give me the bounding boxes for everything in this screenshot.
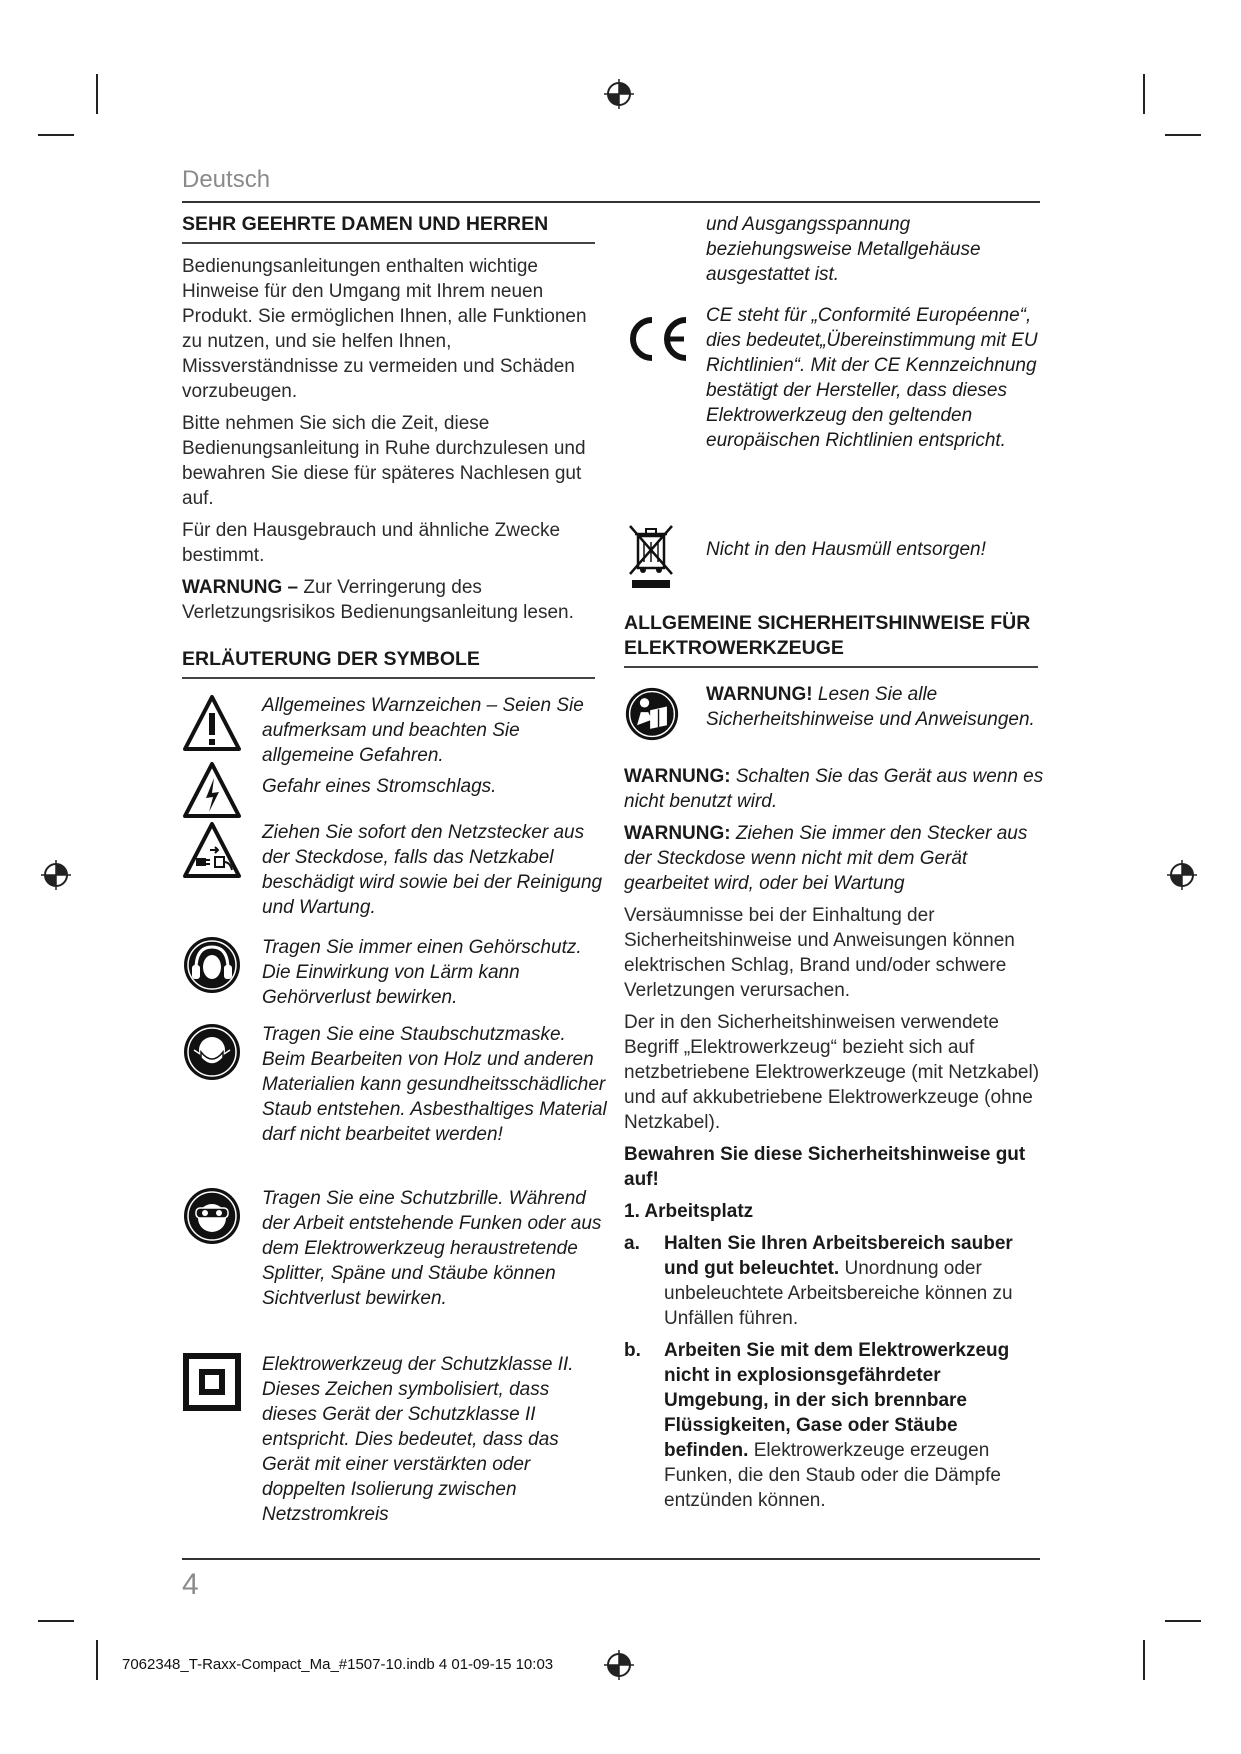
list-item [624, 1231, 1044, 1331]
symbol-description: Allgemeines Warnzeichen – Seien Sie aufmerksam und beachten Sie allgemeine Gefahren. [262, 695, 584, 766]
list-item-bold: Halten Sie Ihren Arbeitsbereich sauber und gut beleuchtet. [664, 1233, 1013, 1279]
section-language-label: Deutsch [182, 166, 271, 193]
list-item-bold: Arbeiten Sie mit dem Elektrowerkzeug nicht in explosionsgefährdeter Umgebung, in der sich brennbare Flüssigkeiten, Gase oder Stäube befinden. [664, 1340, 1010, 1461]
warning-text: Ziehen Sie immer den Stecker aus der Steckdose wenn nicht mit dem Gerät gearbeitet wird, oder bei Wartung [624, 823, 1028, 894]
read-manual-warning [706, 682, 1040, 732]
registration-mark-icon [1167, 860, 1197, 890]
warning-label: WARNUNG – [182, 577, 299, 598]
intro-heading: SEHR GEEHRTE DAMEN UND HERREN [182, 212, 595, 244]
warning-paragraph [624, 764, 1044, 814]
list-item-text: Unordnung oder unbeleuchtete Arbeitsbereiche können zu Unfällen führen. [664, 1258, 1013, 1329]
crop-mark [38, 134, 74, 136]
crossed-out-bin-icon [626, 522, 676, 592]
ce-description: CE steht für „Conformité Européenne“, dies bedeutet„Übereinstimmung mit EU Richtlinien“. Mit der CE Kennzeichnung bestätigt der Hersteller, dass dieses Elektrowerkzeug den geltenden europäischen Richtlinien entspricht. [706, 305, 1038, 451]
symbol-description: Tragen Sie immer einen Gehörschutz. Die Einwirkung von Lärm kann Gehörverlust bewirken. [262, 937, 582, 1008]
symbols-list [182, 0, 607, 1754]
electric-shock-icon [182, 760, 242, 820]
list-item [624, 1338, 1044, 1513]
dust-mask-icon [182, 1022, 242, 1082]
symbol-description: Tragen Sie eine Staubschutzmaske. Beim Bearbeiten von Holz und anderen Materialien kann gesundheitsschädlicher Staub entstehen. Asbesthaltiges Material darf nicht bearbeitet werden! [262, 1024, 607, 1145]
crop-mark [1143, 74, 1145, 114]
unplug-icon [182, 820, 242, 880]
continuation-text: und Ausgangsspannung beziehungsweise Metallgehäuse ausgestattet ist. [706, 214, 981, 285]
list-item-text: Elektrowerkzeuge erzeugen Funken, die den Staub oder die Dämpfe entzünden können. [664, 1440, 1001, 1511]
intro-paragraph: Bedienungsanleitungen enthalten wichtige Hinweise für den Umgang mit Ihrem neuen Produkt. Sie ermöglichen Ihnen, alle Funktionen zu nutzen, und sie helfen Ihnen, Missverständnisse zu vermeiden und Schäden vorzubeugen. [182, 256, 587, 402]
section-title: 1. Arbeitsplatz [624, 1201, 754, 1222]
read-manual-icon [624, 686, 680, 742]
warning-paragraph [624, 821, 1044, 896]
right-column-body [624, 764, 1044, 1520]
keep-instructions: Bewahren Sie diese Sicherheitshinweise gut auf! [624, 1144, 1026, 1190]
list-marker: a. [624, 1233, 640, 1254]
symbol-description: Tragen Sie eine Schutzbrille. Während der Arbeit entstehende Funken oder aus dem Elektrowerkzeug heraustretende Splitter, Späne und Stäube können Sichtverlust bewirken. [262, 1188, 602, 1309]
list-marker: b. [624, 1340, 641, 1361]
registration-mark-icon [41, 860, 71, 890]
right-column [624, 611, 1038, 678]
registration-mark-icon [604, 79, 634, 109]
symbol-description: Elektrowerkzeug der Schutzklasse II. Dieses Zeichen symbolisiert, dass dieses Gerät der Schutzklasse II entspricht. Dies bedeutet, dass das Gerät mit einer verstärkten oder doppelten Isolierung zwischen Netzstromkreis [262, 1354, 574, 1525]
crop-mark [1165, 134, 1201, 136]
ce-mark-icon [622, 314, 692, 364]
warning-text: Lesen Sie alle Sicherheitshinweise und Anweisungen. [706, 684, 1035, 730]
ear-protection-icon [182, 935, 242, 995]
crop-mark [96, 1640, 98, 1680]
footer-divider [182, 1558, 1040, 1560]
disposal-text: Nicht in den Hausmüll entsorgen! [706, 539, 986, 560]
warning-text: Zur Verringerung des Verletzungsrisikos Bedienungsanleitung lesen. [182, 577, 574, 623]
crop-mark [1143, 1640, 1145, 1680]
warning-label: WARNUNG: [624, 823, 731, 844]
warning-label: WARNUNG: [624, 766, 731, 787]
print-info: 7062348_T-Raxx-Compact_Ma_#1507-10.indb 4 01-09-15 10:03 [122, 1656, 554, 1673]
crop-mark [96, 74, 98, 114]
warning-text: Schalten Sie das Gerät aus wenn es nicht benutzt wird. [624, 766, 1044, 812]
symbol-description: Ziehen Sie sofort den Netzstecker aus der Steckdose, falls das Netzkabel beschädigt wird sowie bei der Reinigung und Wartung. [262, 822, 603, 918]
body-paragraph: Der in den Sicherheitshinweisen verwendete Begriff „Elektrowerkzeug“ bezieht sich auf netzbetriebene Elektrowerkzeuge (mit Netzkabel) und auf akkubetriebene Elektrowerkzeuge (ohne Netzkabel). [624, 1012, 1040, 1133]
intro-paragraph: Bitte nehmen Sie sich die Zeit, diese Bedienungsanleitung in Ruhe durchzulesen und bewahren Sie diese für späteres Nachlesen gut auf. [182, 413, 586, 509]
crop-mark [1165, 1620, 1201, 1622]
symbols-heading: ERLÄUTERUNG DER SYMBOLE [182, 647, 595, 679]
class-ii-icon [182, 1352, 242, 1412]
symbol-description: Gefahr eines Stromschlags. [262, 776, 497, 797]
crop-mark [38, 1620, 74, 1622]
page-number: 4 [182, 1568, 199, 1601]
warning-label: WARNUNG! [706, 684, 813, 705]
safety-heading: ALLGEMEINE SICHERHEITSHINWEISE FÜR ELEKTROWERKZEUGE [624, 611, 1038, 668]
general-warning-icon [182, 693, 242, 753]
body-paragraph: Versäumnisse bei der Einhaltung der Sicherheitshinweise und Anweisungen können elektrischen Schlag, Brand und/oder schwere Verletzungen verursachen. [624, 905, 1015, 1001]
safety-goggles-icon [182, 1186, 242, 1246]
registration-mark-icon [604, 1650, 634, 1680]
intro-paragraph: Für den Hausgebrauch und ähnliche Zwecke bestimmt. [182, 520, 561, 566]
